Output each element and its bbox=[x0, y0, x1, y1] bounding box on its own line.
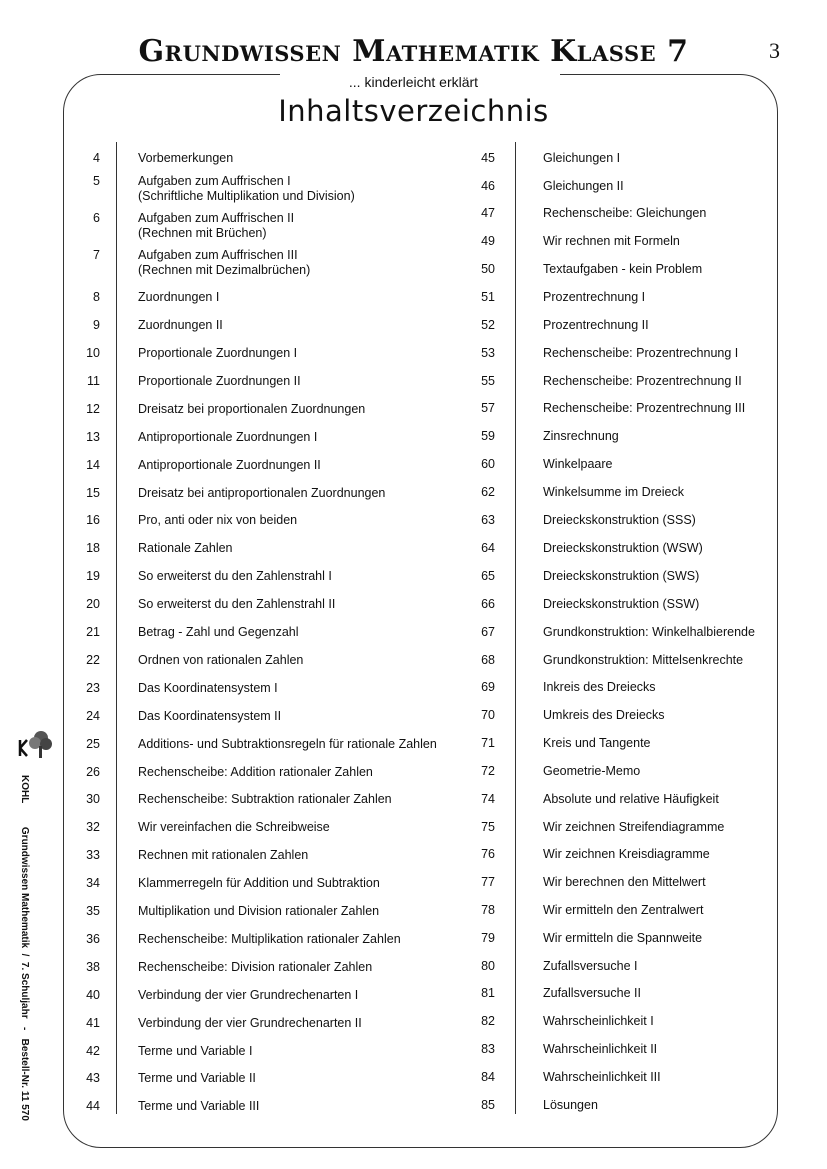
toc-entry-title: Verbindung der vier Grundrechenarten I bbox=[138, 988, 359, 1002]
toc-entry-title: Pro, anti oder nix von beiden bbox=[138, 513, 298, 527]
toc-entry-title: Ordnen von rationalen Zahlen bbox=[138, 653, 304, 667]
toc-entry-title: Rechnen mit rationalen Zahlen bbox=[138, 848, 309, 862]
toc-entry-title: Aufgaben zum Auffrischen I bbox=[138, 174, 291, 188]
toc-page-number: 16 bbox=[86, 513, 100, 527]
toc-page-number: 18 bbox=[86, 541, 100, 555]
toc-page-number: 77 bbox=[481, 875, 495, 889]
toc-page-number: 24 bbox=[86, 709, 100, 723]
toc-page-number: 81 bbox=[481, 986, 495, 1000]
toc-page-number: 7 bbox=[93, 248, 100, 262]
toc-entry-title: Antiproportionale Zuordnungen I bbox=[138, 430, 318, 444]
toc-entry-title: Gleichungen I bbox=[543, 151, 621, 165]
toc-entry-title: Geometrie-Memo bbox=[543, 764, 641, 778]
toc-page-number: 21 bbox=[86, 625, 100, 639]
toc-page-number: 11 bbox=[87, 374, 100, 388]
toc-page-number: 50 bbox=[481, 262, 495, 276]
toc-entry-title: So erweiterst du den Zahlenstrahl II bbox=[138, 597, 336, 611]
toc-page-number: 14 bbox=[86, 458, 100, 472]
toc-entry-title: Das Koordinatensystem II bbox=[138, 709, 282, 723]
toc-page-number: 13 bbox=[86, 430, 100, 444]
spine-text bbox=[19, 775, 30, 1121]
title-word: Klasse bbox=[550, 34, 657, 69]
toc-page-number: 34 bbox=[86, 876, 100, 890]
toc-page-number: 76 bbox=[481, 847, 495, 861]
toc-page-number: 9 bbox=[93, 318, 100, 332]
toc-page-number: 63 bbox=[481, 513, 495, 527]
toc-page-number: 26 bbox=[86, 765, 100, 779]
toc-page-number: 80 bbox=[481, 959, 495, 973]
toc-entry-title: Zufallsversuche I bbox=[543, 959, 638, 973]
toc-page-number: 53 bbox=[481, 346, 495, 360]
toc-entry-title: Wir berechnen den Mittelwert bbox=[543, 875, 706, 889]
toc-entry-title: Wir zeichnen Kreisdiagramme bbox=[543, 847, 710, 861]
toc-page-number: 46 bbox=[481, 179, 495, 193]
toc-page-number: 43 bbox=[86, 1071, 100, 1085]
toc-page-number: 83 bbox=[481, 1042, 495, 1056]
toc-page-number: 55 bbox=[481, 374, 495, 388]
toc-entry-title: Dreieckskonstruktion (SSS) bbox=[543, 513, 696, 527]
toc-page-number: 45 bbox=[481, 151, 495, 165]
toc-page-number: 79 bbox=[481, 931, 495, 945]
toc-entry-title: Proportionale Zuordnungen I bbox=[138, 346, 298, 360]
toc-page-number: 20 bbox=[86, 597, 100, 611]
order-info: Grundwissen Mathematik / 7. Schuljahr - Bestell-Nr. 11 570 bbox=[19, 826, 30, 1121]
page-number: 3 bbox=[769, 38, 780, 63]
title-grade: 7 bbox=[667, 34, 689, 69]
toc-entry-title: Gleichungen II bbox=[543, 179, 624, 193]
toc-page-number: 25 bbox=[86, 737, 100, 751]
toc-entry-title: Absolute und relative Häufigkeit bbox=[543, 792, 719, 806]
toc-entry-title: Klammerregeln für Addition und Subtraktion bbox=[138, 876, 380, 890]
toc-entry-title: So erweiterst du den Zahlenstrahl I bbox=[138, 569, 332, 583]
toc-page-number: 10 bbox=[86, 346, 100, 360]
toc-entry-title: Terme und Variable III bbox=[138, 1099, 260, 1113]
toc-entry-title: Wahrscheinlichkeit III bbox=[543, 1070, 661, 1084]
subtitle: ... kinderleicht erklärt bbox=[348, 74, 479, 90]
toc-page-number: 51 bbox=[481, 290, 495, 304]
toc-entry-subtitle: (Rechnen mit Dezimalbrüchen) bbox=[138, 263, 311, 277]
toc-entry-title: Zuordnungen I bbox=[138, 290, 220, 304]
toc-page-number: 82 bbox=[481, 1014, 495, 1028]
toc-entry-title: Rechenscheibe: Prozentrechnung I bbox=[543, 346, 739, 360]
toc-entry-title: Lösungen bbox=[543, 1098, 598, 1112]
toc-entry-title: Proportionale Zuordnungen II bbox=[138, 374, 301, 388]
toc-entry-title: Grundkonstruktion: Mittelsenkrechte bbox=[543, 653, 744, 667]
toc-page-number: 32 bbox=[86, 820, 100, 834]
toc-page-number: 66 bbox=[481, 597, 495, 611]
toc-entry-title: Prozentrechnung II bbox=[543, 318, 649, 332]
toc-entry-title: Additions- und Subtraktionsregeln für rationale Zahlen bbox=[138, 737, 437, 751]
toc-page-number: 5 bbox=[93, 174, 100, 188]
toc-page-number: 41 bbox=[86, 1016, 100, 1030]
title-word: Mathematik bbox=[352, 34, 540, 69]
toc-page-number: 67 bbox=[481, 625, 495, 639]
toc-page-number: 72 bbox=[481, 764, 495, 778]
right-column-divider bbox=[515, 142, 516, 1114]
toc-page-number: 65 bbox=[481, 569, 495, 583]
toc-page-number: 84 bbox=[481, 1070, 495, 1084]
left-column-divider bbox=[116, 142, 117, 1114]
toc-entry-title: Rechenscheibe: Gleichungen bbox=[543, 206, 707, 220]
document-title bbox=[0, 34, 827, 69]
toc-page-number: 12 bbox=[86, 402, 100, 416]
toc-entry-title: Inkreis des Dreiecks bbox=[543, 680, 656, 694]
toc-entry-title: Rechenscheibe: Prozentrechnung III bbox=[543, 401, 746, 415]
toc-page-number: 30 bbox=[86, 792, 100, 806]
toc-page-number: 52 bbox=[481, 318, 495, 332]
toc-page-number: 47 bbox=[481, 206, 495, 220]
toc-entry-subtitle: (Rechnen mit Brüchen) bbox=[138, 226, 267, 240]
toc-entry-title: Rechenscheibe: Division rationaler Zahlen bbox=[138, 960, 373, 974]
toc-entry-title: Kreis und Tangente bbox=[543, 736, 651, 750]
toc-entry-title: Zufallsversuche II bbox=[543, 986, 641, 1000]
toc-entry-title: Textaufgaben - kein Problem bbox=[543, 262, 703, 276]
toc-entry-title: Winkelpaare bbox=[543, 457, 613, 471]
title-word: Grundwissen bbox=[138, 34, 342, 69]
toc-page-number: 60 bbox=[481, 457, 495, 471]
toc-entry-title: Dreieckskonstruktion (SWS) bbox=[543, 569, 700, 583]
toc-entry-title: Terme und Variable I bbox=[138, 1044, 253, 1058]
toc-entry-title: Rationale Zahlen bbox=[138, 541, 233, 555]
toc-entry-title: Umkreis des Dreiecks bbox=[543, 708, 665, 722]
toc-page-number: 4 bbox=[93, 151, 100, 165]
toc-entry-title: Wir vereinfachen die Schreibweise bbox=[138, 820, 330, 834]
toc-entry-title: Dreieckskonstruktion (SSW) bbox=[543, 597, 700, 611]
toc-entry-title: Rechenscheibe: Prozentrechnung II bbox=[543, 374, 742, 388]
toc-entry-title: Wahrscheinlichkeit I bbox=[543, 1014, 654, 1028]
toc-entry-title: Antiproportionale Zuordnungen II bbox=[138, 458, 321, 472]
toc-page-number: 62 bbox=[481, 485, 495, 499]
toc-entry-title: Zinsrechnung bbox=[543, 429, 619, 443]
toc-entry-title: Vorbemerkungen bbox=[138, 151, 234, 165]
toc-page-number: 57 bbox=[481, 401, 495, 415]
toc-page-number: 70 bbox=[481, 708, 495, 722]
toc-page-number: 8 bbox=[93, 290, 100, 304]
toc-page-number: 36 bbox=[86, 932, 100, 946]
toc-page-number: 68 bbox=[481, 653, 495, 667]
toc-entry-title: Dreisatz bei antiproportionalen Zuordnungen bbox=[138, 486, 386, 500]
toc-entry-title: Winkelsumme im Dreieck bbox=[543, 485, 684, 499]
toc-entry-title: Multiplikation und Division rationaler Zahlen bbox=[138, 904, 380, 918]
toc-entry-title: Verbindung der vier Grundrechenarten II bbox=[138, 1016, 362, 1030]
toc-entry-title: Wir rechnen mit Formeln bbox=[543, 234, 680, 248]
toc-entry-title: Aufgaben zum Auffrischen II bbox=[138, 211, 295, 225]
publisher-name: KOHL bbox=[19, 775, 30, 804]
toc-entry-title: Wahrscheinlichkeit II bbox=[543, 1042, 658, 1056]
toc-page-number: 40 bbox=[86, 988, 100, 1002]
toc-entry-title: Wir ermitteln die Spannweite bbox=[543, 931, 703, 945]
toc-entry-title: Wir ermitteln den Zentralwert bbox=[543, 903, 704, 917]
toc-entry-title: Rechenscheibe: Multiplikation rationaler Zahlen bbox=[138, 932, 401, 946]
toc-entry-title: Dreieckskonstruktion (WSW) bbox=[543, 541, 703, 555]
toc-page-number: 42 bbox=[86, 1044, 100, 1058]
toc-page-number: 69 bbox=[481, 680, 495, 694]
toc-page-number: 64 bbox=[481, 541, 495, 555]
toc-entry-title: Rechenscheibe: Subtraktion rationaler Zahlen bbox=[138, 792, 392, 806]
page-heading: Inhaltsverzeichnis bbox=[278, 94, 549, 128]
toc-page-number: 75 bbox=[481, 820, 495, 834]
toc-page-number: 35 bbox=[86, 904, 100, 918]
publisher-logo-icon bbox=[14, 728, 54, 778]
toc-page-number: 59 bbox=[481, 429, 495, 443]
toc-page-number: 78 bbox=[481, 903, 495, 917]
toc-page-number: 22 bbox=[86, 653, 100, 667]
toc-entry-title: Betrag - Zahl und Gegenzahl bbox=[138, 625, 299, 639]
toc-entry-title: Rechenscheibe: Addition rationaler Zahlen bbox=[138, 765, 373, 779]
toc-page-number: 44 bbox=[86, 1099, 100, 1113]
toc-entry-subtitle: (Schriftliche Multiplikation und Division) bbox=[138, 189, 355, 203]
toc-entry-title: Dreisatz bei proportionalen Zuordnungen bbox=[138, 402, 366, 416]
toc-entry-title: Grundkonstruktion: Winkelhalbierende bbox=[543, 625, 755, 639]
toc-page-number: 49 bbox=[481, 234, 495, 248]
toc-page-number: 15 bbox=[86, 486, 100, 500]
toc-page-number: 85 bbox=[481, 1098, 495, 1112]
toc-page-number: 71 bbox=[481, 736, 495, 750]
toc-entry-title: Terme und Variable II bbox=[138, 1071, 256, 1085]
toc-entry-title: Das Koordinatensystem I bbox=[138, 681, 278, 695]
toc-page-number: 33 bbox=[86, 848, 100, 862]
toc-page-number: 38 bbox=[86, 960, 100, 974]
toc-entry-title: Aufgaben zum Auffrischen III bbox=[138, 248, 298, 262]
toc-page-number: 19 bbox=[86, 569, 100, 583]
toc-entry-title: Zuordnungen II bbox=[138, 318, 223, 332]
toc-entry-title: Prozentrechnung I bbox=[543, 290, 646, 304]
toc-page-number: 6 bbox=[93, 211, 100, 225]
toc-page-number: 74 bbox=[481, 792, 495, 806]
toc-page-number: 23 bbox=[86, 681, 100, 695]
toc-entry-title: Wir zeichnen Streifendiagramme bbox=[543, 820, 725, 834]
